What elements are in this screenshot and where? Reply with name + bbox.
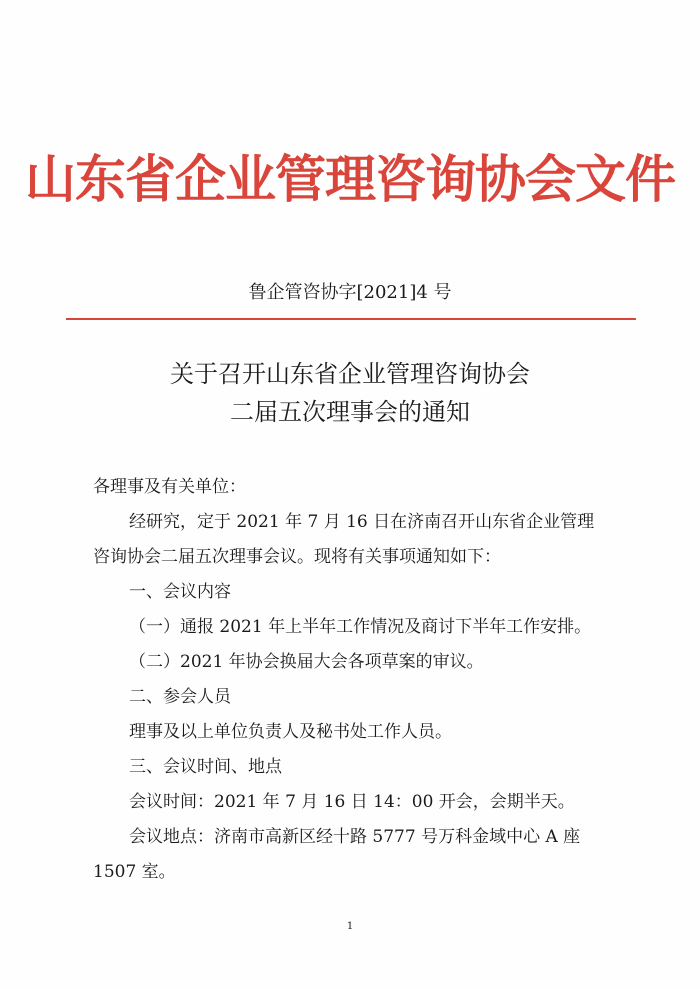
notice-title-line-1: 关于召开山东省企业管理咨询协会 xyxy=(170,360,530,388)
document-header-title: 山东省企业管理咨询协会文件 xyxy=(24,151,675,210)
page-number: 1 xyxy=(346,921,354,932)
meeting-time: 会议时间：2021 年 7 月 16 日 14：00 开会，会期半天。 xyxy=(129,792,575,812)
intro-paragraph-line-2: 咨询协会二届五次理事会议。现将有关事项通知如下： xyxy=(93,547,501,567)
section-2-heading: 二、参会人员 xyxy=(129,687,231,707)
section-1-heading: 一、会议内容 xyxy=(129,582,231,602)
section-1-item-2: （二）2021 年协会换届大会各项草案的审议。 xyxy=(129,652,484,672)
intro-paragraph-line-1: 经研究，定于 2021 年 7 月 16 日在济南召开山东省企业管理 xyxy=(129,512,595,532)
document-number: 鲁企管咨协字[2021]4 号 xyxy=(248,282,452,303)
red-divider-line xyxy=(66,318,636,320)
section-1-item-1: （一）通报 2021 年上半年工作情况及商讨下半年工作安排。 xyxy=(129,617,592,637)
section-3-heading: 三、会议时间、地点 xyxy=(129,757,282,777)
meeting-place-line-2: 1507 室。 xyxy=(93,862,176,882)
notice-title xyxy=(0,355,700,431)
notice-title-line-2: 二届五次理事会的通知 xyxy=(230,398,470,426)
section-2-text: 理事及以上单位负责人及秘书处工作人员。 xyxy=(129,722,452,742)
salutation: 各理事及有关单位： xyxy=(93,477,246,497)
meeting-place-line-1: 会议地点：济南市高新区经十路 5777 号万科金域中心 A 座 xyxy=(129,827,581,847)
notice-body xyxy=(93,470,633,890)
